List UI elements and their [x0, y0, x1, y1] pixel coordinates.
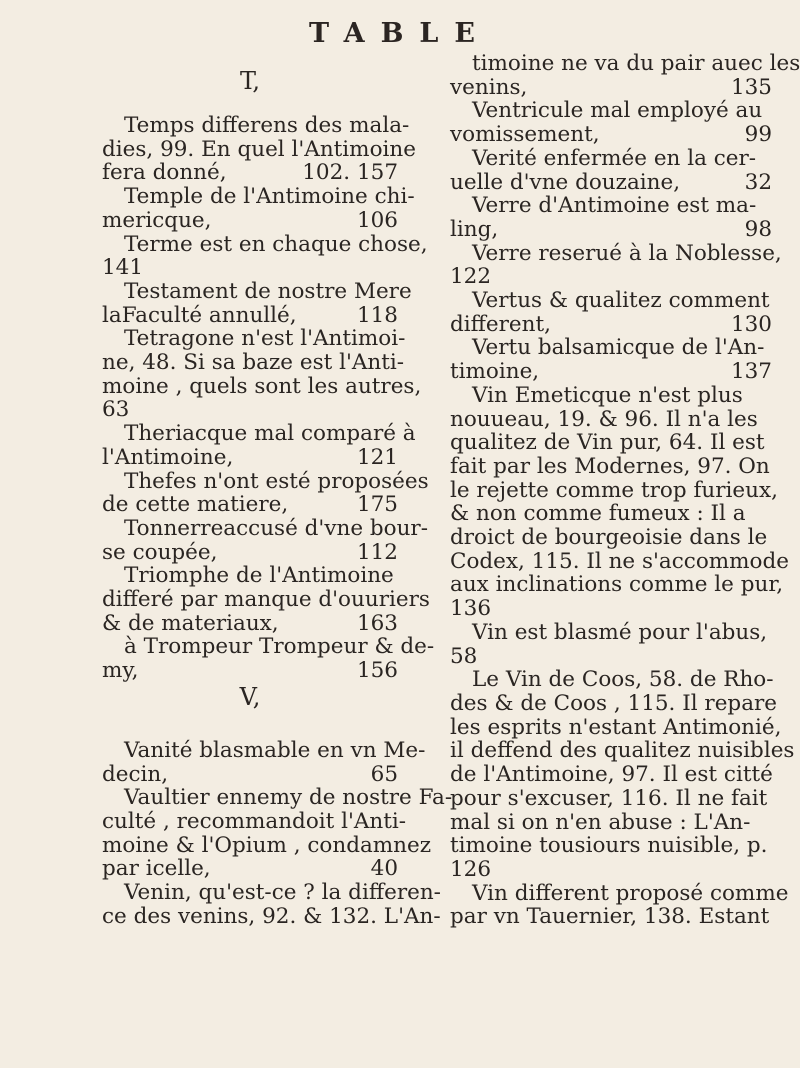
index-entry	[450, 667, 795, 882]
index-entry	[450, 880, 789, 930]
entry-line	[102, 541, 398, 565]
entry-text: fera donné,	[102, 160, 227, 186]
entry-line: droict de bourgeoisie dans le	[450, 525, 768, 551]
entry-text: & de materiaux,	[102, 610, 279, 636]
index-entry	[450, 99, 772, 146]
entry-line: 58	[450, 643, 478, 669]
entry-line: Vanité blasmable en vn Me-	[124, 737, 426, 763]
entry-line	[102, 857, 398, 881]
page-reference: 112	[356, 539, 398, 565]
entry-line: le rejette comme trop furieux,	[450, 477, 778, 503]
entry-line: Le Vin de Coos, 58. de Rho-	[472, 667, 774, 693]
index-entry	[450, 382, 789, 622]
index-entry	[450, 336, 772, 383]
entry-line: mal si on n'en abuse : L'An-	[450, 809, 751, 835]
entry-line: timoine ne va du pair auec les	[472, 51, 800, 76]
section-letter-v: V,	[239, 682, 261, 711]
entry-line: 136	[450, 596, 492, 622]
entry-text: timoine,	[450, 359, 540, 385]
entry-text: se coupée,	[102, 539, 218, 565]
index-entry	[450, 240, 782, 290]
entry-line: Testament de nostre Mere	[124, 278, 412, 304]
index-entry	[450, 51, 800, 100]
page-reference: 130	[730, 311, 772, 337]
entry-line: & non comme fumeux : Il a	[450, 501, 746, 527]
entry-line: Vin est blasmé pour l'abus,	[472, 619, 768, 645]
index-entry	[102, 113, 416, 186]
entry-line: Ventricule mal employé au	[472, 98, 763, 124]
index-entry	[102, 468, 429, 518]
entry-line	[102, 659, 398, 683]
entry-text: mericque,	[102, 207, 212, 233]
entry-line: 141	[102, 255, 144, 281]
entry-text: par icelle,	[102, 856, 211, 882]
entry-line: 126	[450, 856, 492, 882]
entry-line: qualitez de Vin pur, 64. Il est	[450, 430, 765, 456]
entry-line: 63	[102, 397, 130, 423]
entry-line: Tetragone n'est l'Antimoi-	[124, 326, 406, 352]
index-entry	[102, 785, 453, 882]
entry-line: Venin, qu'est-ce ? la differen-	[124, 880, 441, 906]
entry-text: Temple de l'Antimoine chi-	[124, 184, 415, 210]
entry-text: laFaculté annullé,	[102, 302, 297, 328]
index-entry	[102, 278, 412, 328]
entry-text: different,	[450, 311, 551, 337]
entry-line: Vin different proposé comme	[472, 880, 789, 906]
entry-line: par vn Tauernier, 138. Estant	[450, 904, 770, 930]
entry-line: differé par manque d'ouuriers	[102, 587, 430, 613]
entry-line: fait par les Modernes, 97. On	[450, 453, 770, 479]
entry-line	[102, 446, 398, 470]
index-entry	[450, 147, 772, 194]
page-reference: 175	[356, 492, 398, 518]
entry-line	[102, 184, 415, 210]
entry-text: vomissement,	[450, 122, 600, 148]
entry-line	[450, 218, 772, 242]
entry-line: il deffend des qualitez nuisibles	[450, 738, 795, 764]
index-entry	[102, 880, 441, 929]
left-entries-v	[102, 737, 453, 929]
index-entry	[102, 515, 428, 565]
entry-line: Verre reserué à la Noblesse,	[472, 240, 782, 266]
page-reference: 102. 157	[302, 160, 398, 186]
entry-text: my,	[102, 658, 139, 684]
page-reference: 137	[730, 359, 772, 385]
entry-line: nouueau, 19. & 96. Il n'a les	[450, 406, 758, 432]
page-reference: 163	[356, 610, 398, 636]
entry-line: ne, 48. Si sa baze est l'Anti-	[102, 350, 405, 376]
entry-line: Tonnerreaccusé d'vne bour-	[124, 515, 428, 541]
entry-line: aux inclinations comme le pur,	[450, 572, 784, 598]
entry-line: les esprits n'estant Antimonié,	[450, 714, 782, 740]
entry-line	[102, 612, 398, 636]
entry-line	[102, 304, 398, 328]
entry-line	[450, 76, 772, 100]
entry-line: moine & l'Opium , condamnez	[102, 832, 432, 858]
right-column	[450, 51, 800, 930]
page-reference: 135	[730, 74, 772, 100]
entry-line: Verre d'Antimoine est ma-	[472, 193, 757, 219]
right-entries	[450, 51, 800, 930]
entry-line: Codex, 115. Il ne s'accommode	[450, 548, 789, 574]
entry-line	[102, 209, 398, 233]
page-reference: 99	[744, 122, 772, 148]
page-reference: 40	[370, 856, 398, 882]
index-entry	[102, 737, 426, 787]
index-entry	[450, 194, 772, 241]
entry-line: Vaultier ennemy de nostre Fa-	[124, 785, 453, 811]
entry-text: venins,	[450, 74, 528, 100]
entry-line: Triomphe de l'Antimoine	[124, 563, 394, 589]
entry-line: Vin Emeticque n'est plus	[472, 382, 743, 408]
entry-line	[102, 763, 398, 787]
entry-text: de cette matiere,	[102, 492, 289, 518]
entry-line: timoine tousiours nuisible, p.	[450, 833, 768, 859]
entry-line: des & de Coos , 115. Il repare	[450, 690, 778, 716]
running-head: TABLE	[309, 18, 491, 49]
page-reference	[415, 185, 423, 209]
index-entry	[450, 621, 772, 668]
entry-line	[102, 161, 398, 185]
entry-line	[450, 360, 772, 384]
entry-line: Terme est en chaque chose,	[124, 231, 428, 257]
entry-text: ling,	[450, 216, 499, 242]
page-reference: 156	[356, 658, 398, 684]
entry-line: pour s'excuser, 116. Il ne fait	[450, 785, 768, 811]
page-reference: 65	[370, 761, 398, 787]
entry-text: decin,	[102, 761, 169, 787]
entry-line: Theriacque mal comparé à	[124, 421, 416, 447]
index-entry	[102, 421, 416, 470]
left-entries	[102, 113, 435, 684]
entry-line	[450, 313, 772, 337]
entry-line: Vertus & qualitez comment	[472, 288, 770, 314]
entry-line: Vertu balsamicque de l'An-	[472, 335, 765, 361]
entry-line: à Trompeur Trompeur & de-	[124, 634, 435, 660]
page-reference: 32	[744, 169, 772, 195]
entry-line	[102, 493, 398, 517]
page-reference: 121	[356, 444, 398, 470]
entry-line: culté , recommandoit l'Anti-	[102, 808, 407, 834]
entry-line	[450, 171, 772, 195]
entry-line: 122	[450, 264, 492, 290]
entry-line: de l'Antimoine, 97. Il est citté	[450, 762, 773, 788]
index-entry	[102, 184, 415, 233]
entry-line: ce des venins, 92. & 132. L'An-	[102, 903, 441, 929]
page-reference: 118	[356, 302, 398, 328]
index-entry	[450, 289, 772, 336]
entry-line: Thefes n'ont esté proposées	[124, 468, 429, 494]
index-entry	[102, 563, 430, 636]
index-entry	[102, 231, 428, 281]
index-entry	[102, 326, 422, 423]
entry-line: Temps differens des mala-	[124, 113, 410, 138]
entry-line	[450, 123, 772, 147]
page-reference: 106	[356, 207, 398, 233]
left-column	[102, 52, 453, 929]
entry-text: l'Antimoine,	[102, 444, 234, 470]
entry-line: moine , quels sont les autres,	[102, 373, 422, 399]
entry-text: uelle d'vne douzaine,	[450, 169, 681, 195]
page-reference: 98	[744, 216, 772, 242]
index-entry	[102, 634, 435, 684]
entry-line: dies, 99. En quel l'Antimoine	[102, 136, 416, 162]
entry-line: Verité enfermée en la cer-	[472, 145, 757, 171]
section-letter-t: T,	[239, 67, 261, 95]
